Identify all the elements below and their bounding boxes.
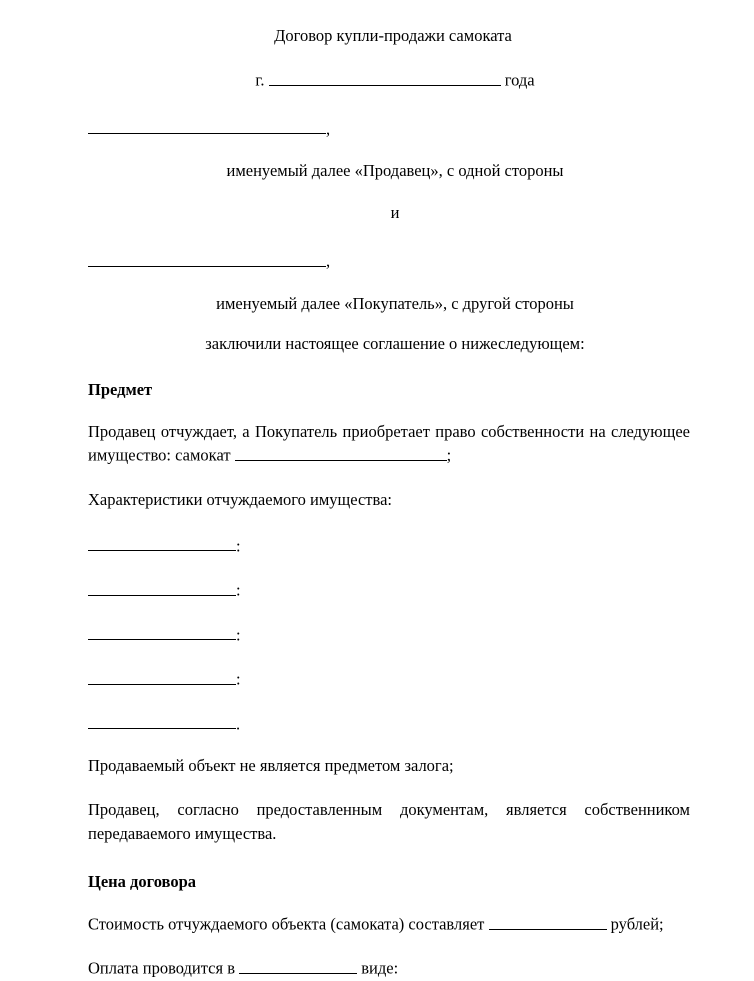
subject-paragraph: [88, 420, 718, 468]
payment-paragraph: [88, 956, 718, 980]
characteristic-line-5: [88, 712, 718, 735]
payment-form-blank[interactable]: [239, 956, 357, 974]
city-date-line: [88, 68, 718, 91]
price-currency-label: рублей;: [610, 914, 664, 934]
characteristic-terminator-1: :: [236, 536, 241, 556]
buyer-name-blank[interactable]: [88, 249, 326, 267]
city-prefix-label: г.: [255, 70, 265, 90]
pledge-paragraph: Продаваемый объект не является предметом залога;: [88, 756, 454, 776]
characteristic-blank-1[interactable]: [88, 534, 236, 552]
characteristic-terminator-2: :: [236, 580, 241, 600]
price-paragraph: [88, 912, 718, 936]
price-amount-blank[interactable]: [489, 912, 607, 930]
payment-text-continued: виде:: [361, 958, 399, 978]
buyer-caption: именуемый далее «Покупатель», с другой стороны: [216, 293, 574, 313]
characteristic-terminator-5: .: [236, 714, 241, 734]
characteristic-line-2: [88, 578, 718, 601]
payment-text: Оплата проводится в: [88, 958, 235, 978]
characteristic-line-4: [88, 667, 718, 690]
city-date-blank[interactable]: [269, 68, 501, 86]
seller-comma: ,: [326, 119, 331, 138]
conjunction-and: и: [390, 203, 400, 222]
buyer-name-line: [88, 249, 718, 272]
buyer-comma: ,: [326, 251, 331, 271]
seller-name-blank[interactable]: [88, 117, 326, 135]
scooter-blank[interactable]: [235, 443, 447, 461]
subject-terminator: ;: [446, 445, 452, 465]
characteristics-label: Характеристики отчуждаемого имущества:: [88, 489, 392, 509]
characteristic-blank-4[interactable]: [88, 667, 236, 685]
seller-caption: именуемый далее «Продавец», с одной стороны: [226, 161, 564, 180]
characteristic-blank-5[interactable]: [88, 712, 236, 730]
characteristic-line-1: [88, 534, 718, 557]
characteristic-terminator-4: :: [236, 669, 241, 689]
agreement-line: заключили настоящее соглашение о нижеследующем:: [205, 333, 585, 353]
characteristic-terminator-3: :: [236, 625, 241, 645]
characteristic-blank-3[interactable]: [88, 623, 236, 641]
seller-name-line: [88, 117, 718, 140]
section-heading-price: Цена договора: [88, 872, 197, 892]
year-suffix-label: года: [504, 70, 535, 90]
ownership-paragraph: Продавец, согласно предоставленным документам, является собственником передаваемого имущества.: [88, 800, 690, 844]
page-title: Договор купли-продажи самоката: [274, 26, 512, 45]
characteristic-line-3: [88, 623, 718, 646]
subject-text-continued: следующее имущество: самокат: [88, 421, 690, 465]
characteristic-blank-2[interactable]: [88, 578, 236, 596]
section-heading-subject: Предмет: [88, 379, 153, 399]
price-text: Стоимость отчуждаемого объекта (самоката) составляет: [88, 914, 485, 934]
subject-text: Продавец отчуждает, а Покупатель приобретает право собственности на: [88, 421, 606, 441]
